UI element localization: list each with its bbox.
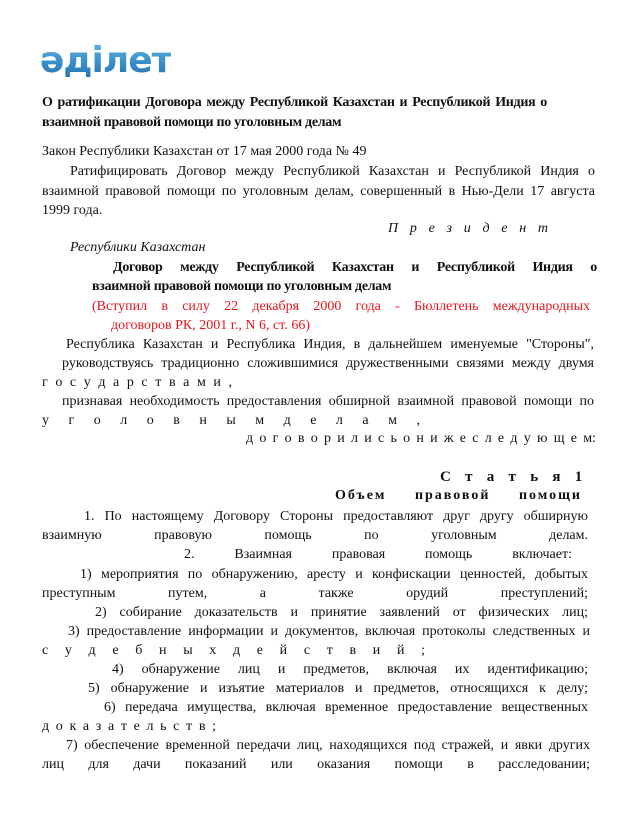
preamble-line: руководствуясь традиционно сложившимися дружественными связями между двумя bbox=[62, 356, 594, 371]
body-line: д о к а з а т е л ь с т в ; bbox=[42, 719, 216, 734]
ratify-line3: 1999 года. bbox=[42, 203, 103, 218]
law-reference: Закон Республики Казахстан от 17 мая 2000 года № 49 bbox=[42, 144, 367, 159]
body-line: 3) предоставление информации и документов, включая протоколы следственных и bbox=[68, 624, 590, 639]
treaty-title-line1: Договор между Республикой Казахстан и Республикой Индия о bbox=[113, 260, 597, 275]
preamble-line: у г о л о в н ы м д е л а м , bbox=[42, 413, 420, 428]
body-line: с у д е б н ы х д е й с т в и й ; bbox=[42, 643, 425, 658]
article-title: Объем правовой помощи bbox=[335, 488, 582, 503]
article-number: С т а т ь я 1 bbox=[440, 469, 582, 485]
body-line: взаимную правовую помощь по уголовным делам. bbox=[42, 528, 588, 543]
body-line: лиц для дачи показаний или оказания помощи в расследовании; bbox=[42, 757, 590, 772]
body-line: 5) обнаружение и изъятие материалов и предметов, относящихся к делу; bbox=[88, 681, 588, 696]
signature-president: П р е з и д е н т bbox=[388, 221, 548, 236]
status-note-line1: (Вступил в силу 22 декабря 2000 года - Бюллетень международных bbox=[92, 299, 590, 314]
doc-title-line2: взаимной правовой помощи по уголовным делам bbox=[42, 115, 342, 130]
body-line: преступным путем, а также орудий преступлений; bbox=[42, 586, 588, 601]
signature-republic: Республики Казахстан bbox=[70, 240, 206, 255]
body-line: 2. Взаимная правовая помощь включает: bbox=[184, 547, 572, 562]
body-line: 2) собирание доказательств и принятие заявлений от физических лиц; bbox=[95, 605, 588, 620]
preamble-line: д о г о в о р и л и с ь о н и ж е с л е д у ю щ е м: bbox=[246, 431, 596, 446]
body-line: 4) обнаружение лиц и предметов, включая их идентификацию; bbox=[112, 662, 588, 677]
ratify-line1: Ратифицировать Договор между Республикой Казахстан и Республикой Индия о bbox=[70, 164, 595, 179]
body-line: 1. По настоящему Договору Стороны предоставляют друг другу обширную bbox=[84, 509, 588, 524]
ratify-line2: взаимной правовой помощи по уголовным делам, совершенный в Нью-Дели 17 августа bbox=[42, 184, 595, 199]
body-line: 1) мероприятия по обнаружению, аресту и конфискации ценностей, добытых bbox=[80, 567, 588, 582]
adilet-logo: әділет bbox=[40, 40, 172, 81]
status-note-line2: договоров РК, 2001 г., N 6, ст. 66) bbox=[111, 318, 310, 333]
treaty-title-line2: взаимной правовой помощи по уголовным делам bbox=[92, 279, 392, 294]
body-line: 7) обеспечение временной передачи лиц, находящихся под стражей, и явки других bbox=[66, 738, 590, 753]
doc-title-line1: О ратификации Договора между Республикой Казахстан и Республикой Индия о bbox=[42, 95, 547, 110]
preamble-line: Республика Казахстан и Республика Индия, в дальнейшем именуемые "Стороны", bbox=[66, 337, 594, 352]
body-line: 6) передача имущества, включая временное предоставление вещественных bbox=[104, 700, 588, 715]
preamble-line: г о с у д а р с т в а м и , bbox=[42, 375, 232, 390]
preamble-line: признавая необходимость предоставления обширной взаимной правовой помощи по bbox=[62, 394, 594, 409]
